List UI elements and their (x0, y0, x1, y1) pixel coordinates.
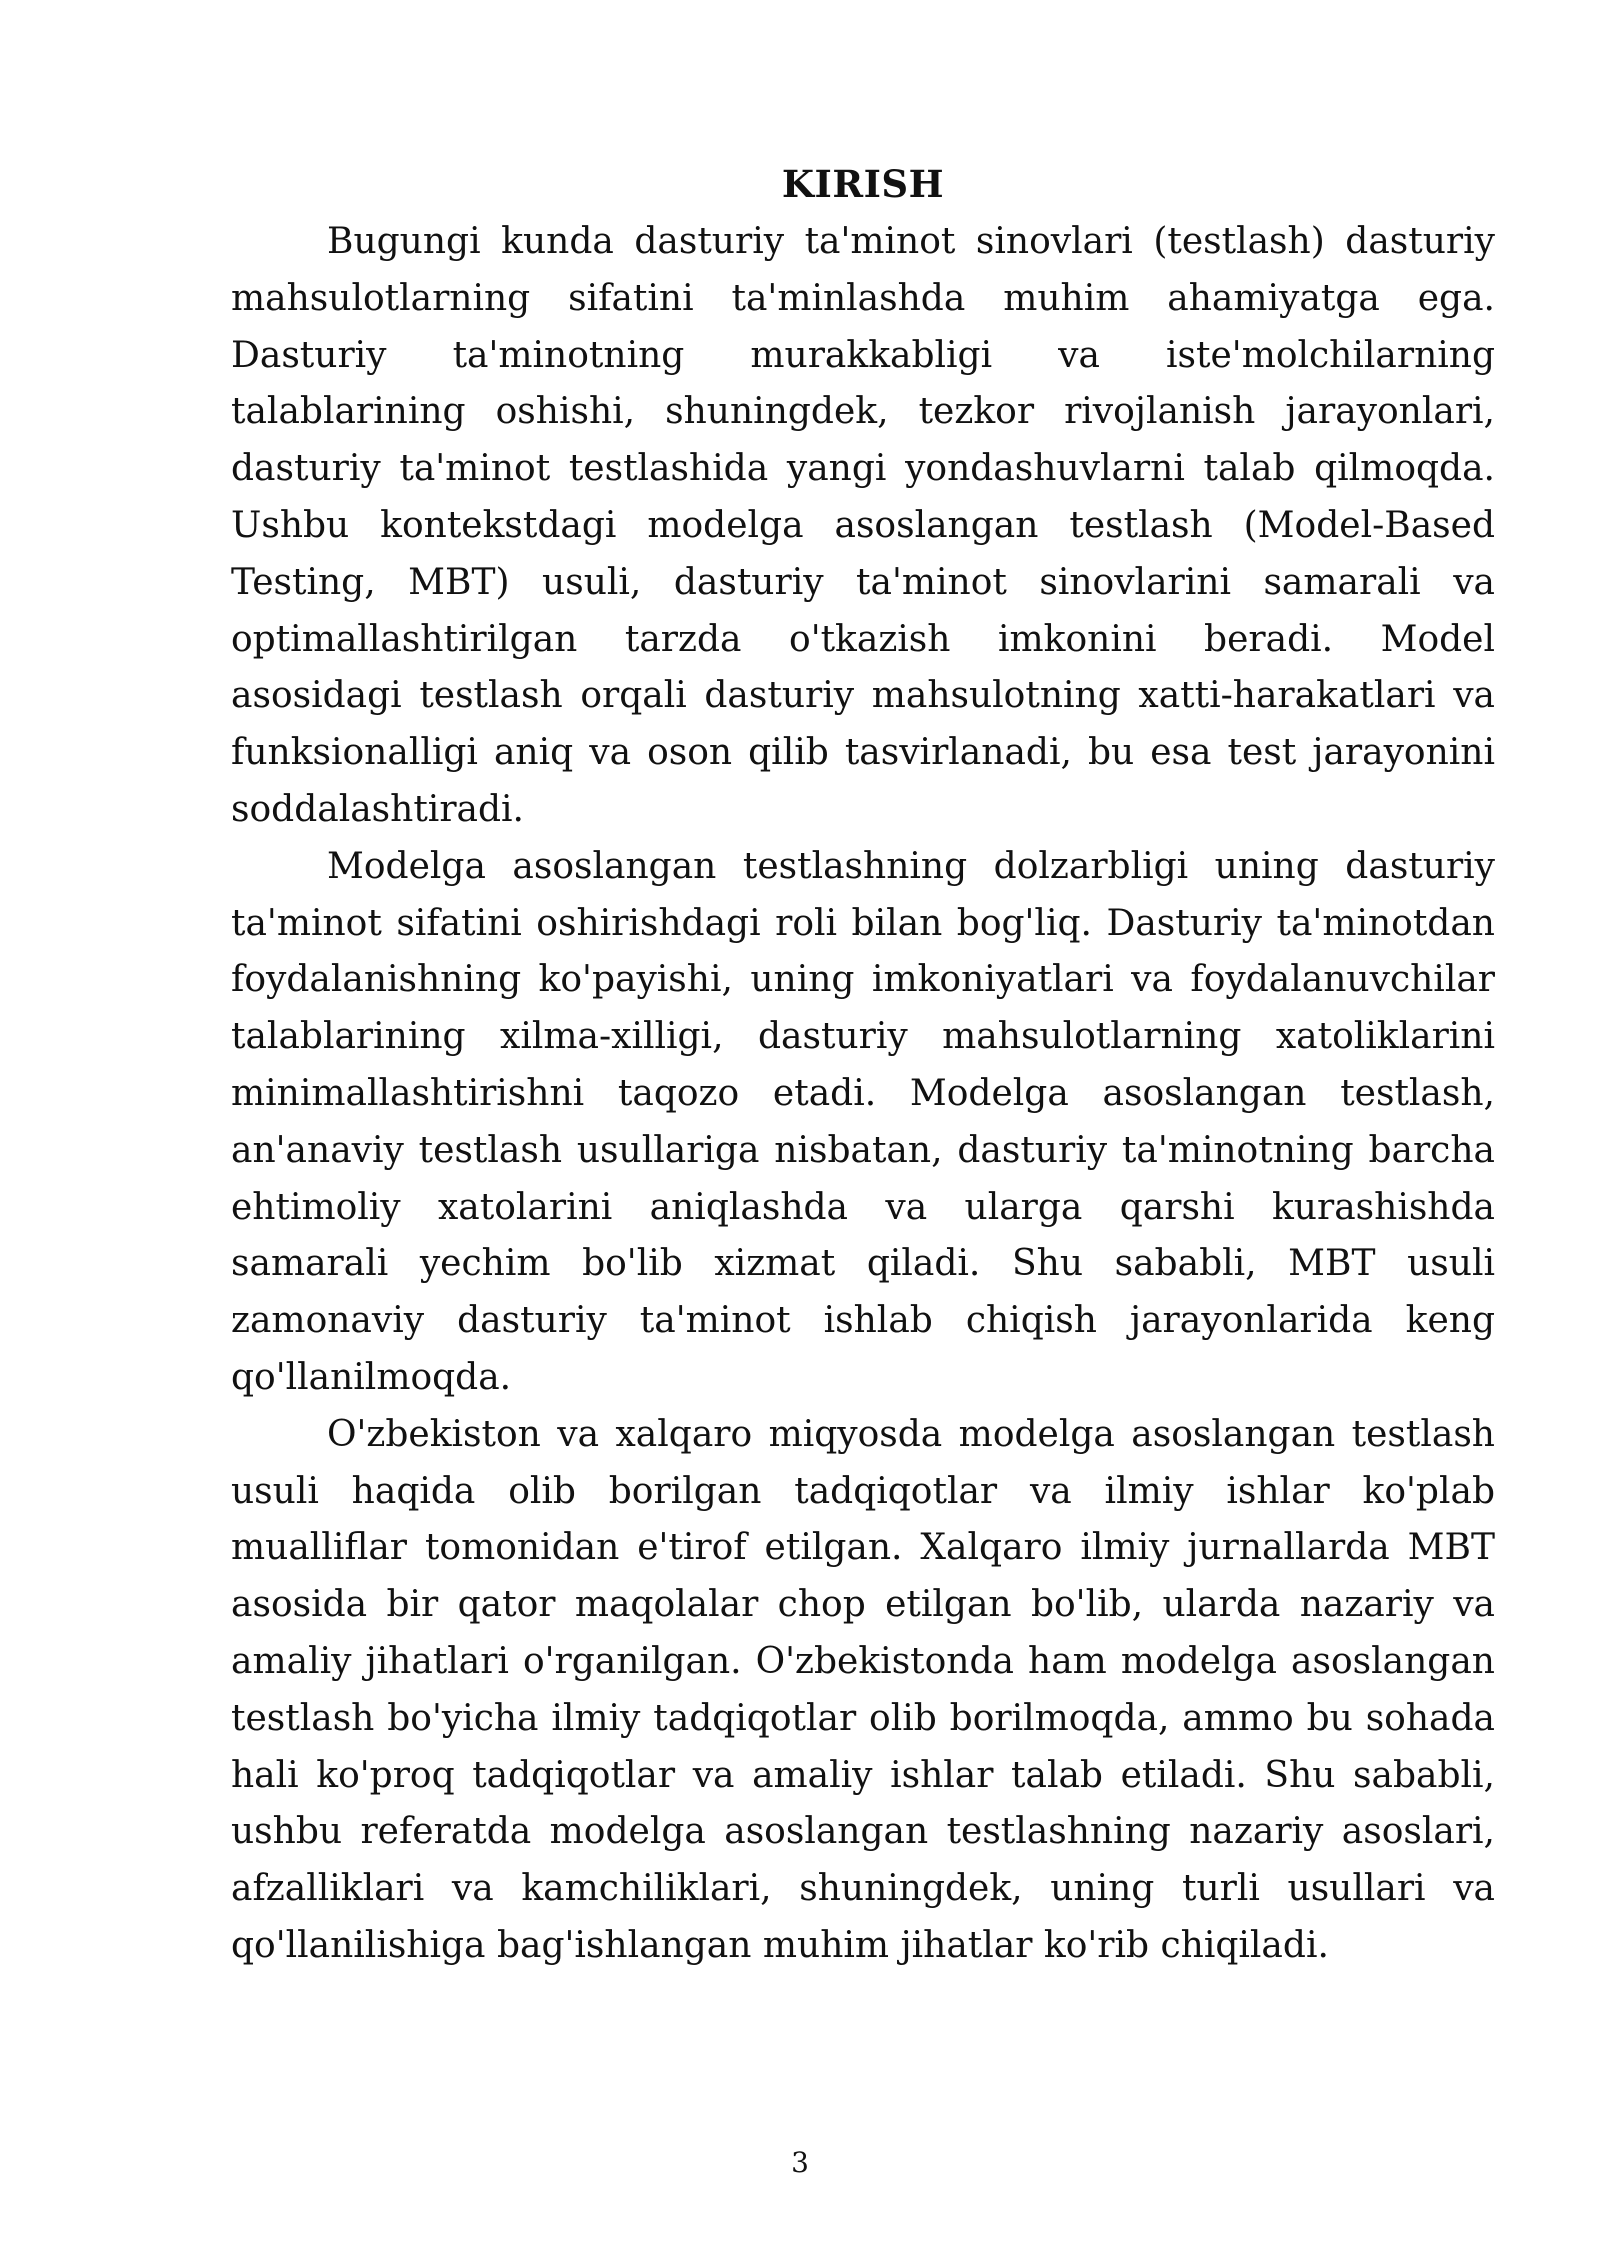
paragraph-3: O'zbekiston va xalqaro miqyosda modelga asoslangan testlash usuli haqida olib borilgan tadqiqotlar va ilmiy ishlar ko'plab mualliflar tomonidan e'tirof etilgan. Xalqaro ilmiy jurnallarda MBT asosida bir qator maqolalar chop etilgan bo'lib, ularda nazariy va amaliy jihatlari o'rganilgan. O'zbekistonda ham modelga asoslangan testlash bo'yicha ilmiy tadqiqotlar olib borilmoqda, ammo bu sohada hali ko'proq tadqiqotlar va amaliy ishlar talab etiladi. Shu sababli, ushbu referatda modelga asoslangan testlashning nazariy asoslari, afzalliklari va kamchiliklari, shuningdek, uning turli usullari va qo'llanilishiga bag'ishlangan muhim jihatlar ko'rib chiqiladi. (231, 1413, 1495, 1966)
page-number: 3 (791, 2146, 809, 2179)
page-content (231, 160, 1495, 1975)
paragraph-1: Bugungi kunda dasturiy ta'minot sinovlari (testlash) dasturiy mahsulotlarning sifatini ta'minlashda muhim ahamiyatga ega. Dasturiy ta'minotning murakkabligi va iste'molchilarning talablarining oshishi, shuningdek, tezkor rivojlanish jarayonlari, dasturiy ta'minot testlashida yangi yondashuvlarni talab qilmoqda. Ushbu kontekstdagi modelga asoslangan testlash (Model-Based Testing, MBT) usuli, dasturiy ta'minot sinovlarini samarali va optimallashtirilgan tarzda o'tkazish imkonini beradi. Model asosidagi testlash orqali dasturiy mahsulotning xatti-harakatlari va funksionalligi aniq va oson qilib tasvirlanadi, bu esa test jarayonini soddalashtiradi. (231, 221, 1495, 830)
section-title: KIRISH (781, 162, 945, 206)
paragraph-2: Modelga asoslangan testlashning dolzarbligi uning dasturiy ta'minot sifatini oshirishdagi roli bilan bog'liq. Dasturiy ta'minotdan foydalanishning ko'payishi, uning imkoniyatlari va foydalanuvchilar talablarining xilma-xilligi, dasturiy mahsulotlarning xatoliklarini minimallashtirishni taqozo etadi. Modelga asoslangan testlash, an'anaviy testlash usullariga nisbatan, dasturiy ta'minotning barcha ehtimoliy xatolarini aniqlashda va ularga qarshi kurashishda samarali yechim bo'lib xizmat qiladi. Shu sababli, MBT usuli zamonaviy dasturiy ta'minot ishlab chiqish jarayonlarida keng qo'llanilmoqda. (231, 845, 1495, 1398)
